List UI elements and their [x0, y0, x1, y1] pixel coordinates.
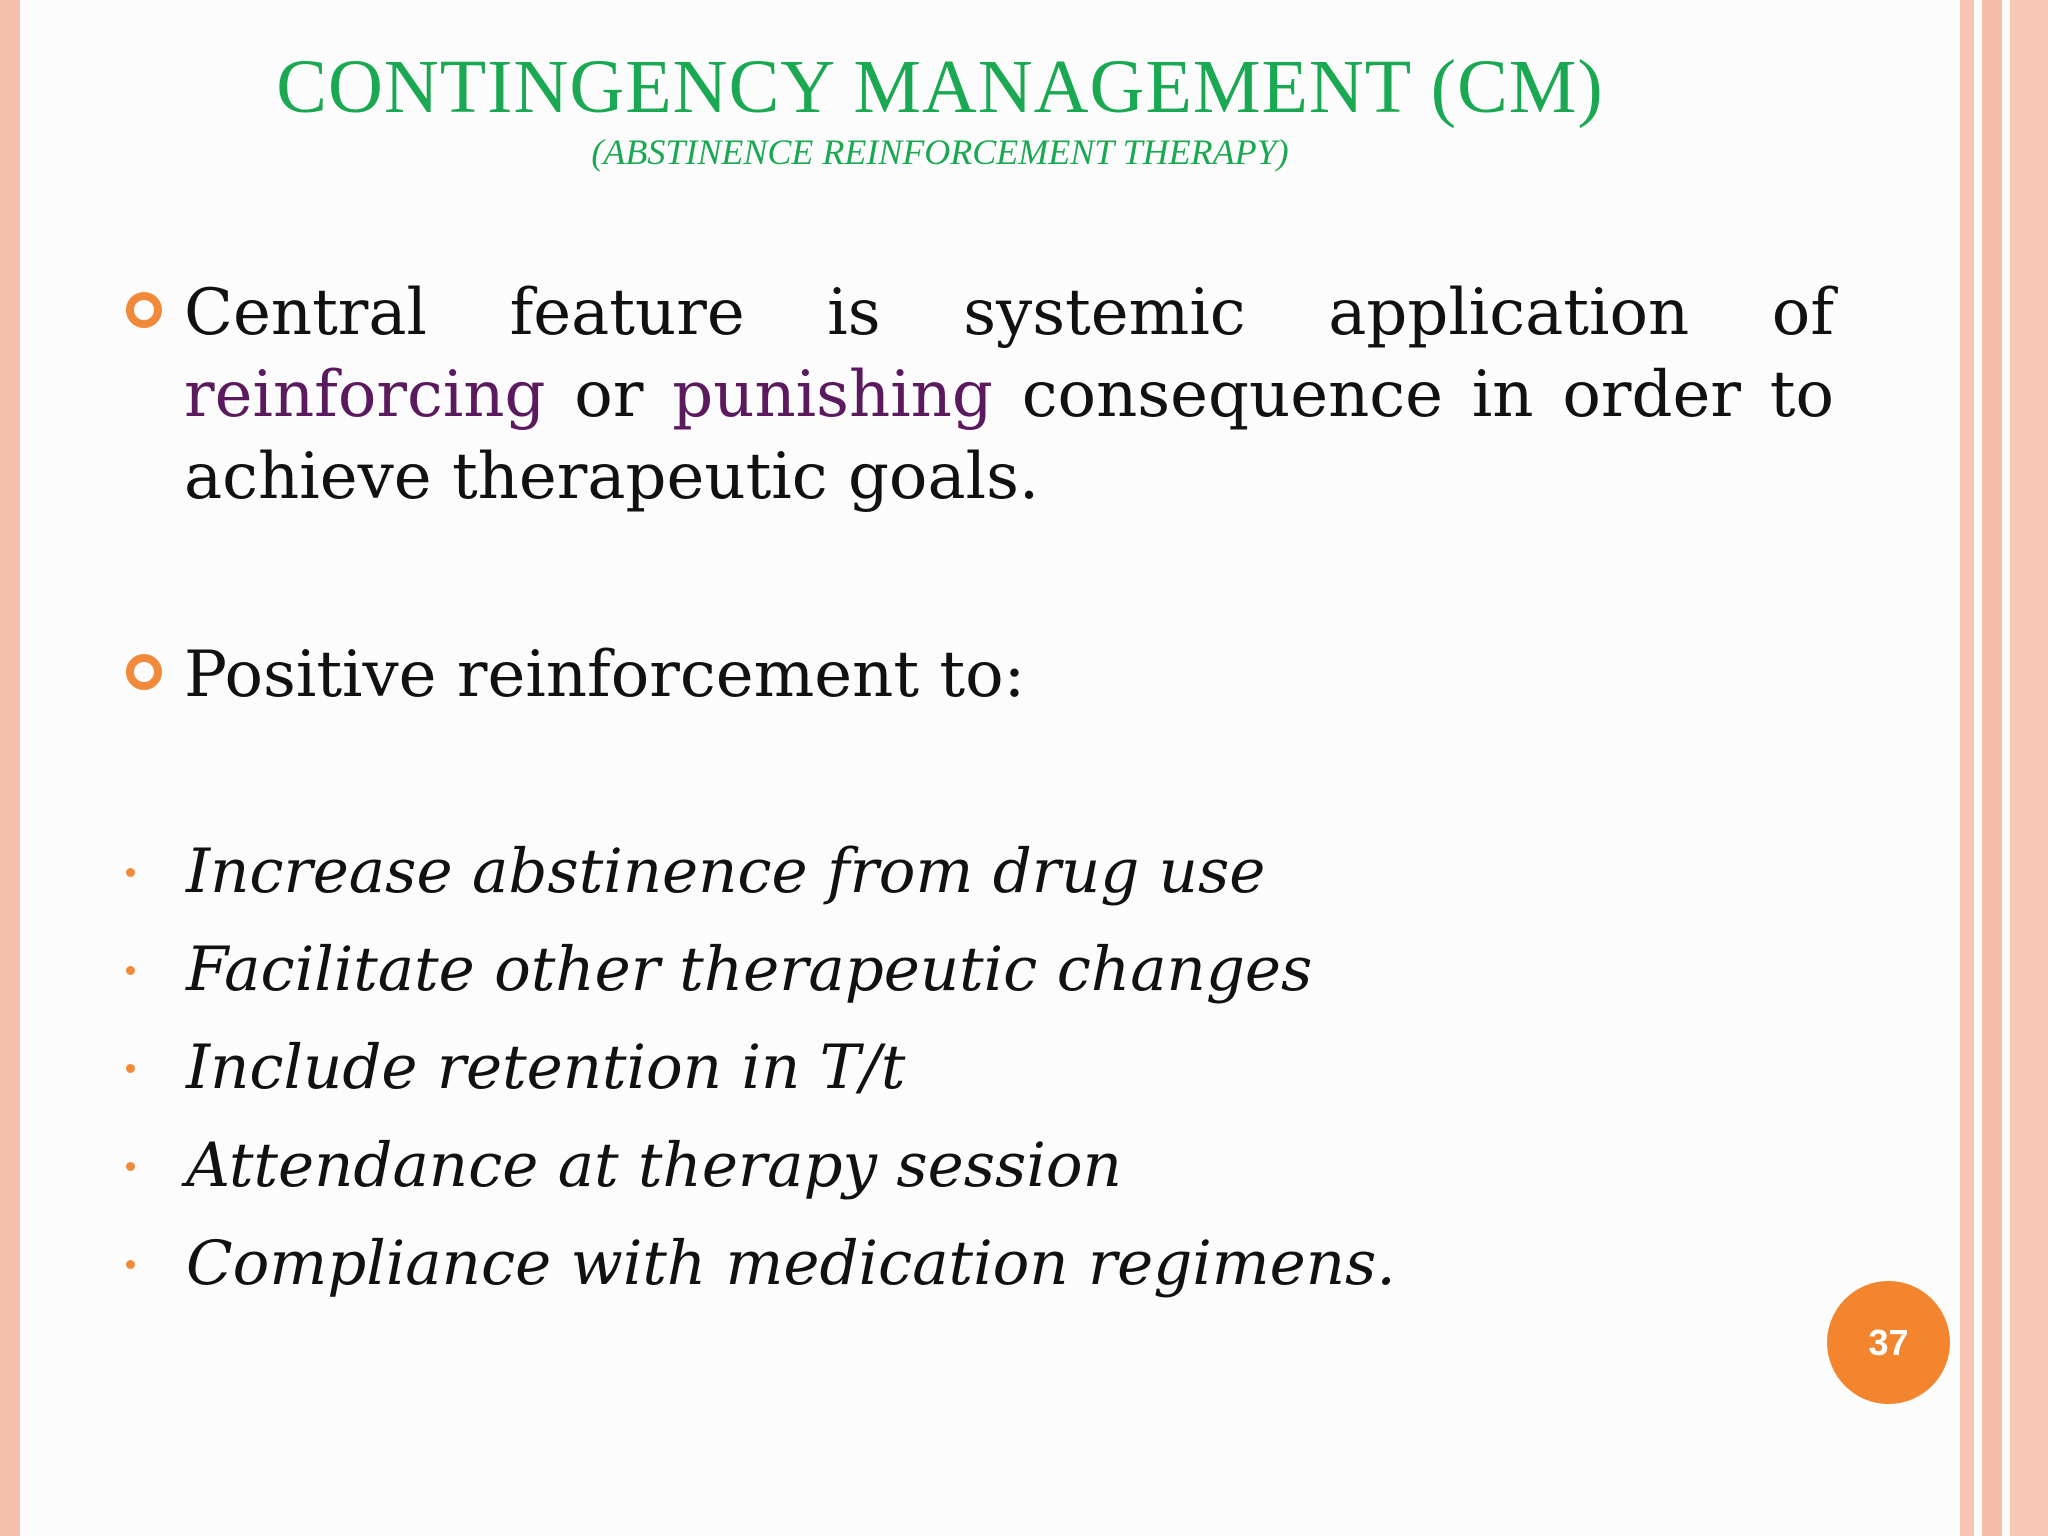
right-border-stripe [1960, 0, 1974, 1536]
dot-bullet-icon [126, 868, 135, 877]
slide-title: CONTINGENCY MANAGEMENT (CM) [276, 45, 1604, 129]
ring-bullet-icon [126, 654, 162, 690]
bullet-positive-reinforcement: Positive reinforcement to: [184, 638, 1026, 712]
bullet-text: Central feature is systemic application of [184, 276, 1834, 350]
bullet-text: or [545, 358, 673, 432]
bullet-text: consequence in order to achieve therapeutic goals. [184, 358, 1835, 514]
left-border-stripe [0, 0, 20, 1536]
slide-subtitle: (ABSTINENCE REINFORCEMENT THERAPY) [591, 132, 1289, 172]
highlight-reinforcing: reinforcing [184, 358, 546, 432]
right-border-stripe [2010, 0, 2048, 1536]
ring-bullet-icon [126, 292, 162, 328]
page-number-badge: 37 [1827, 1281, 1950, 1404]
list-item: Attendance at therapy session [186, 1130, 1122, 1201]
highlight-punishing: punishing [672, 358, 993, 432]
list-item: Facilitate other therapeutic changes [186, 934, 1313, 1005]
list-item: Increase abstinence from drug use [186, 836, 1266, 907]
list-item: Include retention in T/t [186, 1032, 906, 1103]
list-item: Compliance with medication regimens. [186, 1228, 1396, 1299]
dot-bullet-icon [126, 1064, 135, 1073]
bullet-central-feature [184, 272, 1834, 518]
dot-bullet-icon [126, 1162, 135, 1171]
dot-bullet-icon [126, 1260, 135, 1269]
right-border-stripe [1982, 0, 2002, 1536]
dot-bullet-icon [126, 966, 135, 975]
